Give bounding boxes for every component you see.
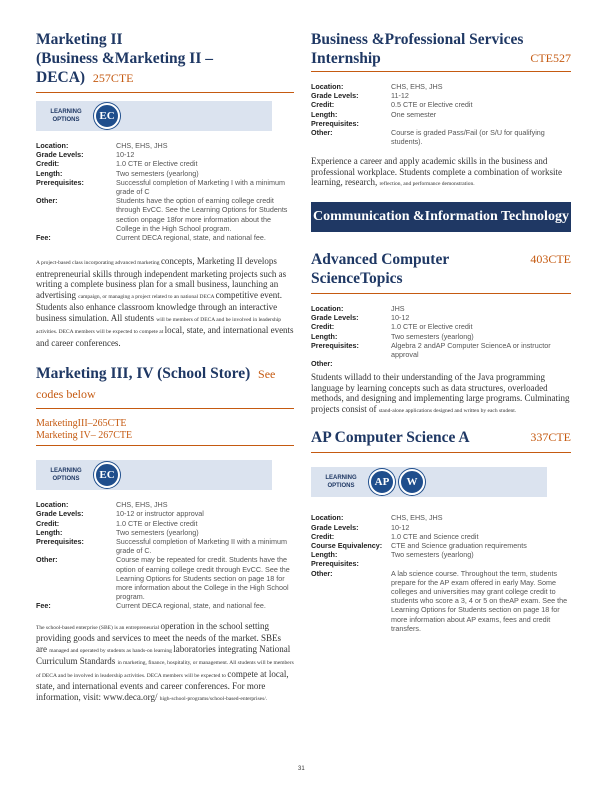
info-value: 1.0 CTE or Elective credit	[391, 322, 473, 332]
ec-badge-icon: EC	[94, 462, 120, 488]
info-key: Length:	[36, 527, 63, 537]
course-code-note: See codes below	[36, 367, 276, 402]
page-number: 31	[298, 766, 305, 772]
info-row	[311, 100, 571, 109]
learning-options-bar	[36, 101, 272, 131]
w-badge-icon: W	[399, 469, 425, 495]
course-marketing-2	[36, 30, 294, 348]
course-title: Marketing III, IV (School Store)	[36, 365, 251, 383]
description-text: Students willadd to their understanding of the Java programming language by learning concepts such as data structures, overloaded methods, and designing and implementing large programs. Culminating projects consist of	[311, 372, 570, 414]
course-title-line2: Internship CTE527	[311, 50, 571, 67]
course-advanced-cs-topics	[311, 250, 571, 416]
ap-badge-icon: AP	[369, 469, 395, 495]
info-row	[311, 523, 571, 532]
info-value: A lab science course. Throughout the term, students prepare for the AP exam offered in early May. Some colleges and universities may grant college credit to students who score a 3, 4 or 5 on theAP exam. See the Learning Options for Students section on page 18 for more information about AP exams, fees and credit transfers.	[391, 568, 568, 633]
info-value: Two semesters (yearlong)	[391, 331, 474, 341]
info-value: 10-12 or instructor approval	[116, 509, 204, 519]
info-value: 0.5 CTE or Elective credit	[391, 100, 473, 110]
info-value: Current DECA regional, state, and national fee.	[116, 601, 266, 611]
info-row	[311, 91, 571, 100]
info-value: Current DECA regional, state, and national fee.	[116, 233, 266, 243]
info-key: Grade Levels:	[36, 150, 84, 160]
info-row	[36, 233, 294, 242]
info-value: Two semesters (yearlong)	[391, 550, 474, 560]
course-heading	[311, 250, 571, 294]
info-value: CHS, EHS, JHS	[116, 500, 168, 510]
info-key: Other:	[311, 128, 333, 138]
info-row	[311, 332, 571, 341]
info-value: 11-12	[391, 91, 409, 101]
info-value: Successful completion of Marketing II with a minimum grade of C.	[116, 537, 287, 556]
info-row	[36, 528, 294, 537]
info-key: Credit:	[311, 322, 335, 332]
course-heading	[36, 364, 294, 409]
info-value: 10-12	[391, 522, 410, 532]
description-text: The school-based enterprise (SBE) is an entrepreneurial	[36, 624, 161, 631]
info-value: Two semesters (yearlong)	[116, 168, 199, 178]
info-value: Algebra 2 andAP Computer ScienceA or instructor approval	[391, 340, 551, 359]
description-text: A project-based class incorporating advanced marketing	[36, 260, 161, 267]
info-key: Other:	[36, 555, 58, 565]
info-row	[311, 313, 571, 322]
description-text: in marketing, finance, hospitality, or management. All students will be members of DECA and be involved in leadership activities. DECA members will be expected to	[36, 660, 294, 679]
info-key: Credit:	[311, 100, 335, 110]
info-value: CHS, EHS, JHS	[391, 82, 443, 91]
course-description	[36, 256, 294, 348]
info-row	[311, 359, 571, 368]
course-internship	[311, 30, 571, 190]
description-text: competitive event. Students also enhance classroom knowledge through an interactive business simulation. All students	[36, 289, 283, 323]
course-info-table	[36, 500, 294, 610]
info-row	[36, 555, 294, 601]
info-row	[311, 341, 571, 359]
course-description	[36, 621, 294, 705]
info-row	[36, 150, 294, 159]
course-marketing-3-4	[36, 364, 294, 704]
info-key: Prerequisites:	[311, 559, 359, 569]
info-row	[311, 541, 571, 550]
course-code: CTE527	[530, 51, 571, 65]
info-value	[391, 119, 571, 128]
description-text: Experience a career and apply academic skills in the business and professional workplace. Students complete a combination of worksite learning, research,	[311, 156, 562, 188]
section-banner: Communication &Information Technology	[311, 202, 571, 232]
info-value: 1.0 CTE and Science credit	[391, 531, 479, 541]
info-key: Location:	[311, 303, 344, 313]
learning-options-label: LEARNING OPTIONS	[50, 468, 82, 483]
course-title: AP Computer Science A	[311, 429, 470, 447]
info-value: Successful completion of Marketing I with a minimum grade of C	[116, 177, 285, 197]
info-value: JHS	[391, 303, 405, 313]
learning-options-bar	[36, 460, 272, 490]
info-row	[311, 513, 571, 522]
course-heading	[36, 30, 294, 93]
course-title-line1: Business &Professional Services	[311, 31, 524, 48]
description-text: laboratories integrating National Curriculum Standards	[36, 643, 291, 667]
info-key: Prerequisites:	[36, 537, 84, 547]
info-row	[311, 82, 571, 91]
info-row	[36, 141, 294, 150]
info-row	[36, 537, 294, 555]
info-key: Prerequisites:	[36, 177, 84, 187]
info-value: 10-12	[391, 313, 410, 323]
description-text: high-school-programs/school-based-enterprises/.	[159, 695, 268, 702]
info-key: Length:	[36, 168, 63, 178]
info-value: 1.0 CTE or Elective credit	[116, 159, 198, 169]
info-key: Length:	[311, 550, 338, 560]
info-key: Length:	[311, 109, 338, 119]
course-info-table	[311, 304, 571, 368]
info-key: Fee:	[36, 601, 51, 611]
learning-options-label: LEARNING OPTIONS	[50, 109, 82, 123]
course-description	[311, 156, 571, 190]
course-code: 337CTE	[530, 430, 571, 445]
info-value: 10-12	[116, 150, 135, 160]
info-key: Other:	[311, 568, 333, 578]
course-info-table	[311, 82, 571, 146]
course-title-line2: (Business &Marketing II – DECA) 257CTE	[36, 50, 213, 86]
info-key: Location:	[36, 500, 69, 510]
description-text: stand-alone applications designed and written by each student.	[378, 407, 517, 414]
description-text: reflection, and performance demonstration.	[379, 181, 475, 188]
description-text: managed and operated by students as hands-on learning	[49, 647, 174, 654]
info-row	[36, 159, 294, 168]
course-ap-cs-a	[311, 428, 571, 633]
info-value: One semester	[391, 109, 437, 119]
info-key: Grade Levels:	[311, 522, 359, 532]
info-key: Grade Levels:	[311, 313, 359, 323]
course-code-4: Marketing IV– 267CTE	[36, 430, 294, 446]
info-key: Length:	[311, 331, 338, 341]
description-text: concepts, Marketing II develops entrepreneurial skills through independent marketing projects such as writing a complete business plan for a small business, launching an advertising	[36, 256, 287, 300]
info-value	[391, 559, 571, 568]
info-row	[36, 169, 294, 178]
info-row	[311, 559, 571, 568]
info-key: Credit:	[36, 159, 60, 169]
course-info-table	[311, 513, 571, 633]
info-key: Course Equivalency:	[311, 540, 383, 550]
info-row	[36, 509, 294, 518]
info-key: Grade Levels:	[311, 91, 359, 101]
course-description	[311, 372, 571, 416]
course-heading	[311, 428, 571, 453]
description-text: operation in the school setting providing goods and services to meet the needs of the market. SBEs are	[36, 620, 281, 654]
info-key: Location:	[311, 82, 344, 91]
info-row	[36, 601, 294, 610]
info-key: Fee:	[36, 233, 51, 243]
course-title-line1: Marketing II	[36, 31, 123, 48]
info-key: Prerequisites:	[311, 340, 359, 350]
info-row	[311, 119, 571, 128]
left-column	[36, 0, 294, 704]
info-key: Prerequisites:	[311, 118, 359, 128]
description-text: will be members of DECA and be involved in leadership activities. DECA members will be expected to compete at	[36, 316, 282, 336]
info-key: Location:	[36, 141, 69, 150]
course-codes	[36, 418, 294, 446]
course-code-3: MarketingIII–265CTE	[36, 418, 127, 430]
info-value: CTE and Science graduation requirements	[391, 540, 527, 550]
course-title: Advanced Computer ScienceTopics	[311, 250, 449, 287]
info-value: Course may be repeated for credit. Students have the option of earning college credit through EvCC. See the Learning Options for Students section on page 18 for more information about the College in the High School program.	[116, 555, 290, 602]
info-value	[391, 359, 571, 368]
info-row	[311, 322, 571, 331]
description-text: campaign, or managing a project related to an national DECA	[78, 293, 216, 300]
description-text: compete at local, state, and international events and career conferences. For more information, visit: www.deca.org/	[36, 668, 289, 702]
info-row	[311, 532, 571, 541]
info-key: Location:	[311, 513, 344, 523]
info-row	[311, 550, 571, 559]
info-row	[311, 569, 571, 633]
info-row	[36, 500, 294, 509]
ec-badge-icon: EC	[94, 103, 120, 129]
info-value: Two semesters (yearlong)	[116, 527, 199, 537]
info-value: Course is graded Pass/Fail (or S/U for qualifying students).	[391, 128, 545, 147]
info-key: Credit:	[36, 518, 60, 528]
info-row	[36, 519, 294, 528]
info-value: CHS, EHS, JHS	[391, 513, 443, 523]
course-heading	[311, 30, 571, 72]
learning-options-bar	[311, 467, 547, 497]
info-key: Other:	[311, 359, 333, 369]
info-value: CHS, EHS, JHS	[116, 141, 168, 150]
info-row	[311, 110, 571, 119]
course-code: 403CTE	[530, 251, 571, 266]
learning-options-label: LEARNING OPTIONS	[325, 475, 357, 490]
course-info-table	[36, 141, 294, 242]
info-row	[311, 304, 571, 313]
right-column	[311, 0, 571, 633]
description-text: local, state, and international events and career conferences.	[36, 325, 294, 348]
info-key: Grade Levels:	[36, 509, 84, 519]
info-row	[36, 178, 294, 196]
course-code: 257CTE	[92, 71, 134, 85]
info-row	[311, 128, 571, 146]
info-key: Other:	[36, 196, 58, 206]
info-value: 1.0 CTE or Elective credit	[116, 518, 198, 528]
info-value: Students have the option of earning college credit through EvCC. See the Learning Options for Students section onpage 18for more information about the College in the High School program.	[116, 196, 288, 233]
info-row	[36, 196, 294, 233]
info-key: Credit:	[311, 531, 335, 541]
